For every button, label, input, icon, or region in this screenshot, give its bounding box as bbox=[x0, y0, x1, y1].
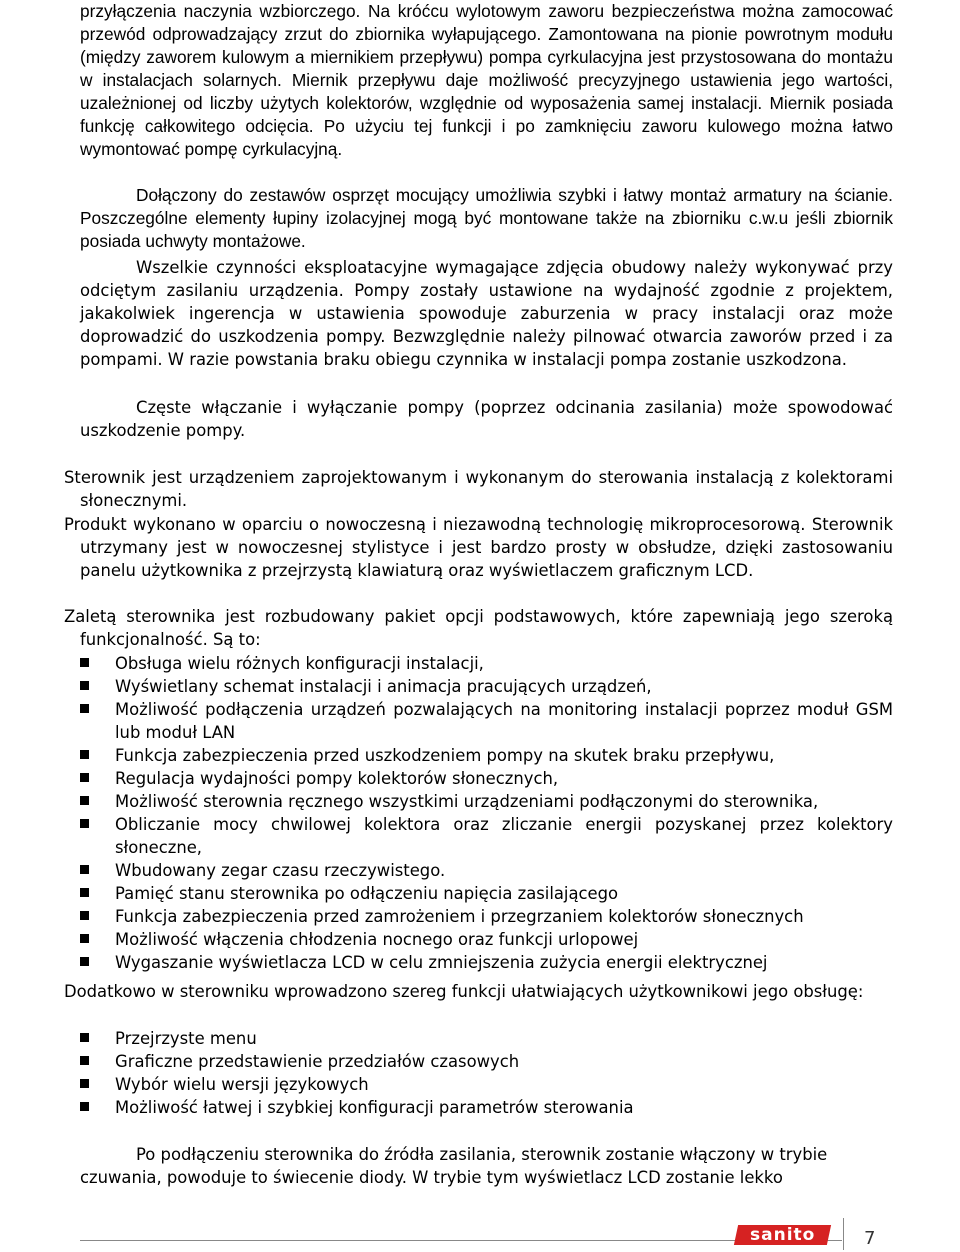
bullet-square-icon bbox=[80, 1056, 89, 1065]
bullet-square-icon bbox=[80, 1033, 89, 1042]
bullet-square-icon bbox=[80, 681, 89, 690]
list-item: Regulacja wydajności pompy kolektorów słonecznych, bbox=[80, 767, 893, 790]
list-item: Możliwość łatwej i szybkiej konfiguracji parametrów sterowania bbox=[80, 1096, 893, 1119]
list-item: Możliwość sterownia ręcznego wszystkimi urządzeniami podłączonymi do sterownika, bbox=[80, 790, 893, 813]
bullet-square-icon bbox=[80, 796, 89, 805]
footer-vertical-divider bbox=[843, 1218, 844, 1250]
features-list bbox=[80, 652, 893, 974]
bullet-square-icon bbox=[80, 911, 89, 920]
list-item: Obliczanie mocy chwilowej kolektora oraz zliczanie energii pozyskanej przez kolektory słoneczne, bbox=[80, 813, 893, 859]
power-on-paragraph: Po podłączeniu sterownika do źródła zasilania, sterownik zostanie włączony w trybie czuwania, powoduje to świecenie diody. W trybie tym wyświetlacz LCD zostanie lekko bbox=[80, 1145, 828, 1187]
bullet-square-icon bbox=[80, 704, 89, 713]
bullet-square-icon bbox=[80, 750, 89, 759]
bullet-square-icon bbox=[80, 934, 89, 943]
features-intro-paragraph: Zaletą sterownika jest rozbudowany pakiet opcji podstawowych, które zapewniają jego szeroką funkcjonalność. Są to: bbox=[64, 607, 893, 649]
bullet-square-icon bbox=[80, 773, 89, 782]
list-item: Możliwość włączenia chłodzenia nocnego oraz funkcji urlopowej bbox=[80, 928, 893, 951]
list-item: Wygaszanie wyświetlacza LCD w celu zmniejszenia zużycia energii elektrycznej bbox=[80, 951, 893, 974]
list-item: Wbudowany zegar czasu rzeczywistego. bbox=[80, 859, 893, 882]
controller-intro-paragraph: Sterownik jest urządzeniem zaprojektowanym i wykonanym do sterowania instalacją z kolektorami słonecznymi. bbox=[64, 468, 893, 510]
bullet-square-icon bbox=[80, 1079, 89, 1088]
list-item: Pamięć stanu sterownika po odłączeniu napięcia zasilającego bbox=[80, 882, 893, 905]
list-item: Przejrzyste menu bbox=[80, 1027, 893, 1050]
bullet-square-icon bbox=[80, 1102, 89, 1111]
maintenance-paragraph: Wszelkie czynności eksploatacyjne wymagające zdjęcia obudowy należy wykonywać przy odciętym zasilaniu urządzenia. Pompy zostały ustawione na wydajność zgodnie z projektem, jakakolwiek ingerencja w ustawienia spowoduje zaburzenia w pracy instalacji oraz może doprowadzić do uszkodzenia pompy. Bezwzględnie należy pilnować otwarcia zaworów przed i za pompami. W razie powstania braku obiegu czynnika w instalacji pompa zostanie uszkodzona. bbox=[80, 258, 893, 369]
mounting-paragraph: Dołączony do zestawów osprzęt mocujący umożliwia szybki i łatwy montaż armatury na ścianie. Poszczególne elementy łupiny izolacyjnej mogą być montowane także na zbiorniku c.w.u jeśli zbiornik posiada uchwyty montażowe. bbox=[80, 185, 893, 251]
bullet-square-icon bbox=[80, 819, 89, 828]
bullet-square-icon bbox=[80, 865, 89, 874]
bullet-square-icon bbox=[80, 658, 89, 667]
list-item: Możliwość podłączenia urządzeń pozwalających na monitoring instalacji poprzez moduł GSM lub moduł LAN bbox=[80, 698, 893, 744]
list-item: Wybór wielu wersji językowych bbox=[80, 1073, 893, 1096]
product-paragraph: Produkt wykonano w oparciu o nowoczesną i niezawodną technologię mikroprocesorową. Sterownik utrzymany jest w nowoczesnej stylistyce i jest bardzo prosty w obsłudze, dzięki zastosowaniu panelu użytkownika z przejrzystą klawiaturą oraz wyświetlaczem graficznym LCD. bbox=[64, 515, 893, 580]
extras-intro-paragraph: Dodatkowo w sterowniku wprowadzono szereg funkcji ułatwiających użytkownikowi jego obsługę: bbox=[64, 982, 864, 1001]
page-number: 7 bbox=[864, 1228, 876, 1249]
list-item: Wyświetlany schemat instalacji i animacja pracujących urządzeń, bbox=[80, 675, 893, 698]
extras-list bbox=[80, 1027, 893, 1119]
list-item: Funkcja zabezpieczenia przed zamrożeniem i przegrzaniem kolektorów słonecznych bbox=[80, 905, 893, 928]
list-item: Obsługa wielu różnych konfiguracji instalacji, bbox=[80, 652, 893, 675]
footer-divider bbox=[80, 1240, 842, 1241]
sanito-logo: sanito bbox=[734, 1225, 831, 1245]
bullet-square-icon bbox=[80, 888, 89, 897]
pump-warning-paragraph: Częste włączanie i wyłączanie pompy (poprzez odcinania zasilania) może spowodować uszkodzenie pompy. bbox=[80, 398, 893, 440]
list-item: Funkcja zabezpieczenia przed uszkodzeniem pompy na skutek braku przepływu, bbox=[80, 744, 893, 767]
bullet-square-icon bbox=[80, 957, 89, 966]
list-item: Graficzne przedstawienie przedziałów czasowych bbox=[80, 1050, 893, 1073]
intro-paragraph: przyłączenia naczynia wzbiorczego. Na króćcu wylotowym zaworu bezpieczeństwa można zamocować przewód odprowadzający zrzut do zbiornika wyłapującego. Zamontowana na pionie powrotnym modułu (między zaworem kulowym a miernikiem przepływu) pompa cyrkulacyjna jest przystosowana do montażu w instalacjach solarnych. Miernik przepływu daje możliwość precyzyjnego ustawienia jego wartości, uzależnionej od liczby użytych kolektorów, względnie od wyposażenia samej instalacji. Miernik posiada funkcję całkowitego odcięcia. Po użyciu tej funkcji i po zamknięciu zaworu kulowego można łatwo wymontować pompę cyrkulacyjną. bbox=[80, 1, 893, 159]
